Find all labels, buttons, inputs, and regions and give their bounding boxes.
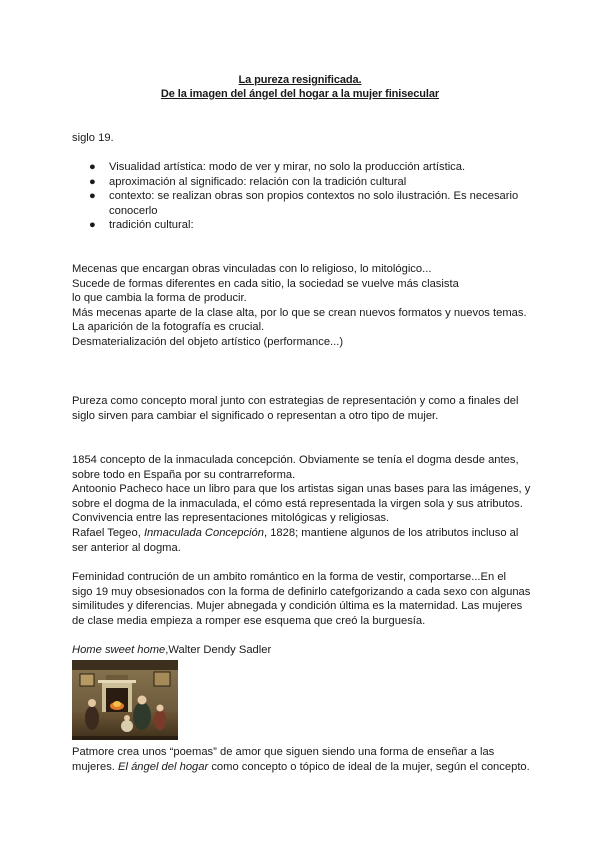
paragraph-feminidad: Feminidad contrución de un ambito romántico en la forma de vestir, comportarse...En el sigo 19 muy obsesionados con la forma de definirlo catefgorizando a cada sexo con algunas similitudes y diferencias. Mujer abnegada y condición última es la maternidad. Las mujeres de clase media empieza a romper ese esquema que creó la burguesía. [72, 571, 531, 627]
bullet-icon: ● [89, 161, 96, 173]
artwork-title: El ángel del hogar [118, 760, 209, 773]
document-subtitle: De la imagen del ángel del hogar a la mujer finisecular [160, 88, 440, 100]
bullet-icon: ● [89, 175, 96, 188]
artwork-title: Inmaculada Concepción [143, 526, 264, 539]
paragraph-mecenas: Mecenas que encargan obras vinculadas con lo religioso, lo mitológico... Sucede de formas diferentes en cada sitio, la sociedad se vuelve más clasista lo que cambia la forma de producir. Más mecenas aparte de la clase alta, por lo que se crean nuevos formatos y nuevos temas. La aparición de la fotografía es crucial. Desmaterialización del objeto artístico (performance...) [72, 263, 527, 348]
painting-image [72, 660, 178, 740]
artwork-title: Home sweet home [72, 644, 166, 656]
document-title: La pureza resignificada. [238, 74, 362, 86]
paragraph-patmore: Patmore crea unos “poemas” de amor que siguen siendo una forma de enseñar a las mujeres. El ángel del hogar como concepto o tópico de ideal de la mujer, según el concepto. [72, 746, 530, 773]
list-item: ● tradición cultural: [89, 219, 194, 232]
bullet-list [72, 160, 532, 233]
bullet-icon: ● [89, 219, 96, 232]
list-item: ● Visualidad artística: modo de ver y mirar, no solo la producción artística. [89, 161, 466, 173]
tegeo-line: Rafael Tegeo, Inmaculada Concepción, 1828; mantiene algunos de los atributos incluso al [72, 526, 519, 539]
bullet-icon: ● [89, 190, 96, 203]
image-caption: Home sweet home,Walter Dendy Sadler [72, 644, 272, 656]
list-item: ● aproximación al significado: relación con la tradición cultural [89, 175, 407, 188]
paragraph-1854: 1854 concepto de la inmaculada concepción. Obviamente se tenía el dogma desde antes, sobre todo en España por su contrarreforma. Antoonio Pacheco hace un libro para que los artistas sigan unas bases para las imágenes, y sobre el dogma de la inmaculada, el cómo está representada la virgen sola y sus atributos. Convivencia entre las representaciones mitológicas y religiosas. Rafael Tegeo, Inmaculada Concepción, 1828; mantiene algunos de los atributos incluso al ser anterior al dogma. [72, 454, 531, 554]
paragraph-pureza: Pureza como concepto moral junto con estrategias de representación y como a finales del siglo sirven para cambiar el significado o representan a otro tipo de mujer. [72, 395, 519, 422]
list-item: ● contexto: se realizan obras son propios contextos no solo ilustración. Es necesario conocerlo [89, 190, 519, 217]
intro-text: siglo 19. [72, 132, 114, 144]
